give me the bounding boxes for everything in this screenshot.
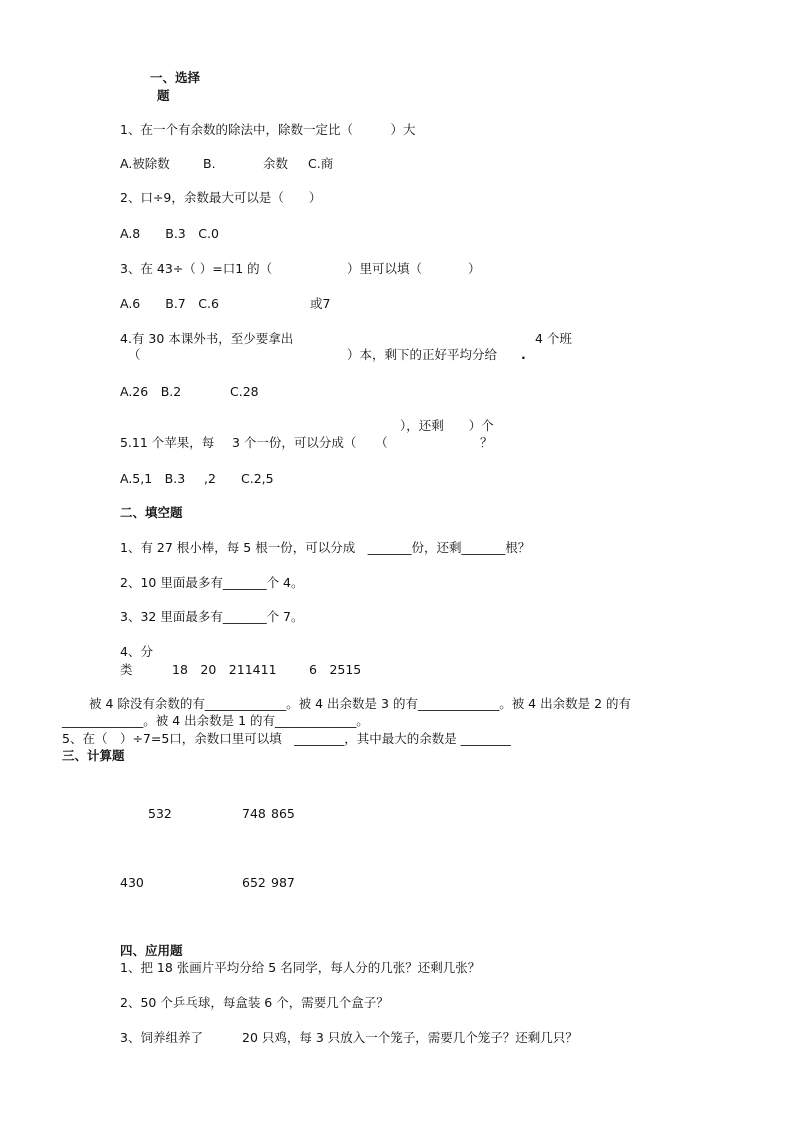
question-3-options: A.6 B.7 C.6 xyxy=(120,296,219,311)
question-4-stem-e: . xyxy=(521,347,526,362)
calc-number-5: 652 xyxy=(242,875,266,890)
calc-number-2: 748 xyxy=(242,806,266,821)
fill-4-numbers: 18 20 211411 xyxy=(172,662,277,677)
fill-4-line-2: _____________。被 4 出余数是 1 的有_____________。 xyxy=(62,713,369,728)
calc-number-3: 865 xyxy=(271,806,295,821)
fill-4-label-cont: 类 xyxy=(120,662,133,677)
section-1-title: 一、选择 xyxy=(150,70,201,85)
fill-3: 3、32 里面最多有_______个 7。 xyxy=(120,609,304,624)
question-5-options: A.5,1 B.3 xyxy=(120,471,186,486)
question-4-stem-c: （ xyxy=(128,347,141,362)
question-2-options: A.8 B.3 C.0 xyxy=(120,226,219,241)
fill-4-line-1: 被 4 除没有余数的有_____________。被 4 出余数是 3 的有_____________。被 4 出余数是 2 的有 xyxy=(89,696,631,711)
fill-4-label: 4、分 xyxy=(120,644,153,659)
question-1-option-b-letter: B. xyxy=(203,156,216,171)
fill-2: 2、10 里面最多有_______个 4。 xyxy=(120,575,304,590)
fill-5: 5、在（ ）÷7=5口，余数口里可以填 ________，其中最大的余数是 ________ xyxy=(62,731,511,746)
calc-number-6: 987 xyxy=(271,875,295,890)
application-3: 3、饲养组养了 xyxy=(120,1030,203,1045)
question-4-stem-b: 4 个班 xyxy=(535,331,572,346)
question-1-option-c: C.商 xyxy=(308,156,334,171)
question-5-stem-c: ？ xyxy=(480,435,493,450)
calc-number-1: 532 xyxy=(148,806,172,821)
question-4-options-b: C.28 xyxy=(230,384,259,399)
question-5-options-b: ,2 xyxy=(204,471,216,486)
application-1: 1、把 18 张画片平均分给 5 名同学，每人分的几张？还剩几张？ xyxy=(120,960,481,975)
question-5-stem-b: 3 个一份，可以分成（ （ xyxy=(232,435,388,450)
question-3-options-b: 或7 xyxy=(310,296,331,311)
question-2-stem: 2、口÷9，余数最大可以是（ ） xyxy=(120,190,322,205)
question-3-stem: 3、在 43÷（ ）=口1 的（ xyxy=(120,261,273,276)
question-5-line-1: ），还剩 ）个 xyxy=(400,418,494,433)
question-4-stem-d: ）本，剩下的正好平均分给 xyxy=(347,347,498,362)
question-4-stem: 4.有 30 本课外书，至少要拿出 xyxy=(120,331,294,346)
fill-4-numbers-b: 6 2515 xyxy=(309,662,362,677)
question-5-options-c: C.2,5 xyxy=(241,471,274,486)
question-5-stem: 5.11 个苹果，每 xyxy=(120,435,215,450)
application-2: 2、50 个乒乓球，每盒装 6 个，需要几个盒子？ xyxy=(120,995,389,1010)
question-4-options: A.26 B.2 xyxy=(120,384,182,399)
question-1-option-b-text: 余数 xyxy=(263,156,289,171)
question-1-stem: 1、在一个有余数的除法中，除数一定比（ ）大 xyxy=(120,122,416,137)
question-1-option-a: A.被除数 xyxy=(120,156,170,171)
question-3-stem-b: ）里可以填（ xyxy=(347,261,423,276)
section-4-title: 四、应用题 xyxy=(120,943,183,958)
calc-number-4: 430 xyxy=(120,875,144,890)
application-3-cont: 20 只鸡，每 3 只放入一个笼子，需要几个笼子？还剩几只？ xyxy=(242,1030,578,1045)
section-1-title-cont: 题 xyxy=(157,88,170,103)
fill-1: 1、有 27 根小棒，每 5 根一份，可以分成 _______份，还剩_______根？ xyxy=(120,540,531,555)
section-2-title: 二、填空题 xyxy=(120,505,183,520)
section-3-title: 三、计算题 xyxy=(62,748,125,763)
question-3-stem-c: ） xyxy=(468,261,481,276)
